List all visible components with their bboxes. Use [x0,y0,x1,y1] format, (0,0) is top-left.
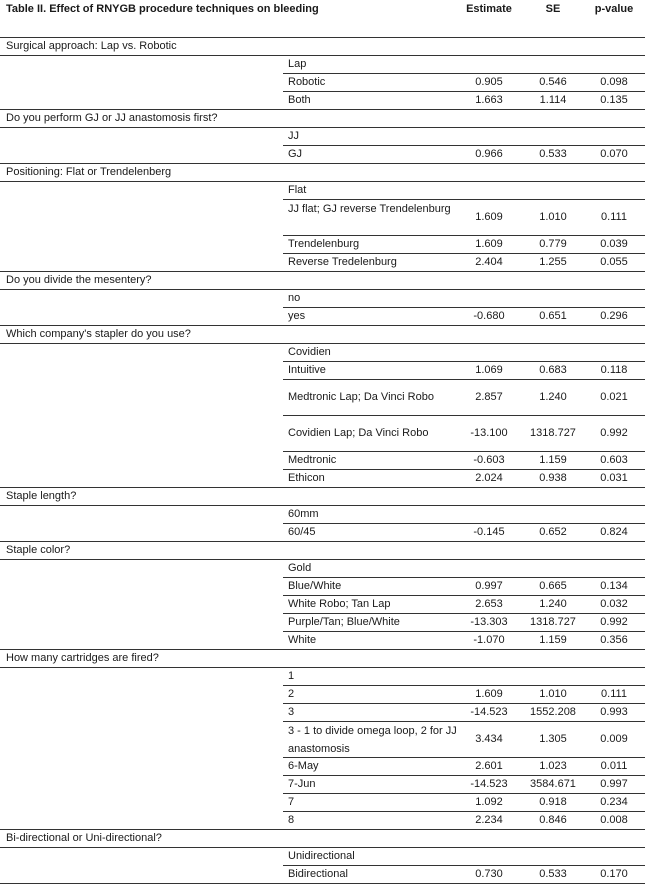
section-question: Staple color? [6,544,71,556]
p-value: 0.993 [600,706,628,718]
estimate-value: 0.905 [475,76,503,88]
se-value: 1.159 [539,634,567,646]
row-label: Medtronic Lap; Da Vinci Robo [288,391,434,403]
column-header-se: SE [545,3,561,15]
section-question: Do you perform GJ or JJ anastomosis first? [6,112,218,124]
p-value: 0.234 [600,796,628,808]
estimate-value: -0.145 [473,526,505,538]
estimate-value: -13.100 [470,427,508,439]
row-label: 7-Jun [288,778,316,790]
section-question: How many cartridges are fired? [6,652,159,664]
se-value: 1318.727 [530,616,576,628]
se-value: 1552.208 [530,706,576,718]
se-value: 1.114 [539,94,567,106]
estimate-value: 0.997 [475,580,503,592]
p-value: 0.992 [600,616,628,628]
se-value: 0.779 [539,238,567,250]
estimate-value: 2.653 [475,598,503,610]
estimate-value: 3.434 [475,733,503,745]
row-label: White [288,634,317,646]
row-label: Lap [288,58,307,70]
row-divider [0,487,645,488]
row-label: 60mm [288,508,319,520]
p-value: 0.055 [600,256,628,268]
section-question: Surgical approach: Lap vs. Robotic [6,40,177,52]
row-label: JJ flat; GJ reverse Trendelenburg [288,203,451,215]
section-question: Bi-directional or Uni-directional? [6,832,162,844]
estimate-value: 2.404 [475,256,503,268]
row-divider [0,505,645,506]
estimate-value: 1.092 [475,796,503,808]
row-label: Both [288,94,311,106]
se-value: 0.918 [539,796,567,808]
row-label: Ethicon [288,472,325,484]
row-divider [0,541,645,542]
row-label: 6-May [288,760,319,772]
se-value: 1.010 [539,688,567,700]
row-label: 7 [288,796,295,808]
p-value: 0.134 [600,580,628,592]
estimate-value: 0.966 [475,148,503,160]
p-value: 0.997 [600,778,628,790]
estimate-value: 0.730 [475,868,503,880]
p-value: 0.009 [600,733,628,745]
p-value: 0.603 [600,454,628,466]
row-label: Flat [288,184,307,196]
estimate-value: 2.857 [475,391,503,403]
p-value: 0.296 [600,310,628,322]
se-value: 0.652 [539,526,567,538]
section-question: Staple length? [6,490,77,502]
p-value: 0.098 [600,76,628,88]
row-divider [0,127,645,128]
p-value: 0.118 [600,364,628,376]
estimate-value: 1.609 [475,688,503,700]
estimate-value: 1.069 [475,364,503,376]
row-label: 8 [288,814,295,826]
se-value: 1318.727 [530,427,576,439]
se-value: 1.255 [539,256,567,268]
row-label: Covidien [288,346,331,358]
section-question: Which company's stapler do you use? [6,328,191,340]
row-label: 3 - 1 to divide omega loop, 2 for JJ anastomosis [288,725,457,755]
row-divider [0,667,645,668]
row-label: 2 [288,688,295,700]
row-label: 60/45 [288,526,316,538]
se-value: 0.846 [539,814,567,826]
row-label: Purple/Tan; Blue/White [288,616,400,628]
row-label: White Robo; Tan Lap [288,598,391,610]
row-label: Medtronic [288,454,337,466]
row-label: no [288,292,301,304]
estimate-value: 1.663 [475,94,503,106]
se-value: 0.938 [539,472,567,484]
column-header-estimate: Estimate [466,3,512,15]
row-divider [0,289,645,290]
row-label: Robotic [288,76,326,88]
row-label: Trendelenburg [288,238,360,250]
se-value: 0.533 [539,868,567,880]
estimate-value: -1.070 [473,634,505,646]
table-title: Table II. Effect of RNYGB procedure techniques on bleeding [6,3,319,15]
p-value: 0.111 [601,211,627,223]
p-value: 0.021 [600,391,628,403]
p-value: 0.011 [600,760,628,772]
se-value: 1.010 [539,211,567,223]
se-value: 1.240 [539,598,567,610]
se-value: 0.683 [539,364,567,376]
se-value: 0.665 [539,580,567,592]
se-value: 0.533 [539,148,567,160]
p-value: 0.356 [600,634,628,646]
estimate-value: 2.601 [475,760,503,772]
p-value: 0.824 [600,526,628,538]
se-value: 1.023 [539,760,567,772]
p-value: 0.031 [600,472,628,484]
row-divider [0,55,645,56]
p-value: 0.032 [600,598,628,610]
estimate-value: -14.523 [470,778,508,790]
estimate-value: -14.523 [470,706,508,718]
p-value: 0.111 [601,688,627,700]
row-label: JJ [288,130,299,142]
row-label: GJ [288,148,303,160]
se-value: 1.305 [539,733,567,745]
row-label: Bidirectional [288,868,348,880]
estimate-value: -13.303 [470,616,508,628]
estimate-value: 1.609 [475,238,503,250]
estimate-value: -0.603 [473,454,505,466]
row-label: yes [288,310,306,322]
row-label: Reverse Tredelenburg [288,256,397,268]
row-divider [0,559,645,560]
estimate-value: 2.234 [475,814,503,826]
row-label: Unidirectional [288,850,355,862]
row-label: Gold [288,562,312,574]
row-label: 3 [288,706,295,718]
section-question: Do you divide the mesentery? [6,274,152,286]
p-value: 0.039 [600,238,628,250]
p-value: 0.992 [600,427,628,439]
p-value: 0.070 [600,148,628,160]
se-value: 1.159 [539,454,567,466]
estimate-value: 2.024 [475,472,503,484]
row-label: Covidien Lap; Da Vinci Robo [288,427,429,439]
row-label: Blue/White [288,580,342,592]
p-value: 0.170 [600,868,628,880]
row-label: 1 [288,670,295,682]
row-label: Intuitive [288,364,326,376]
column-header-pvalue: p-value [594,3,634,15]
estimate-value: 1.609 [475,211,503,223]
section-question: Positioning: Flat or Trendelenberg [6,166,172,178]
p-value: 0.135 [600,94,628,106]
se-value: 1.240 [539,391,567,403]
se-value: 3584.671 [530,778,576,790]
se-value: 0.546 [539,76,567,88]
estimate-value: -0.680 [473,310,505,322]
se-value: 0.651 [539,310,567,322]
row-divider [0,181,645,182]
p-value: 0.008 [600,814,628,826]
